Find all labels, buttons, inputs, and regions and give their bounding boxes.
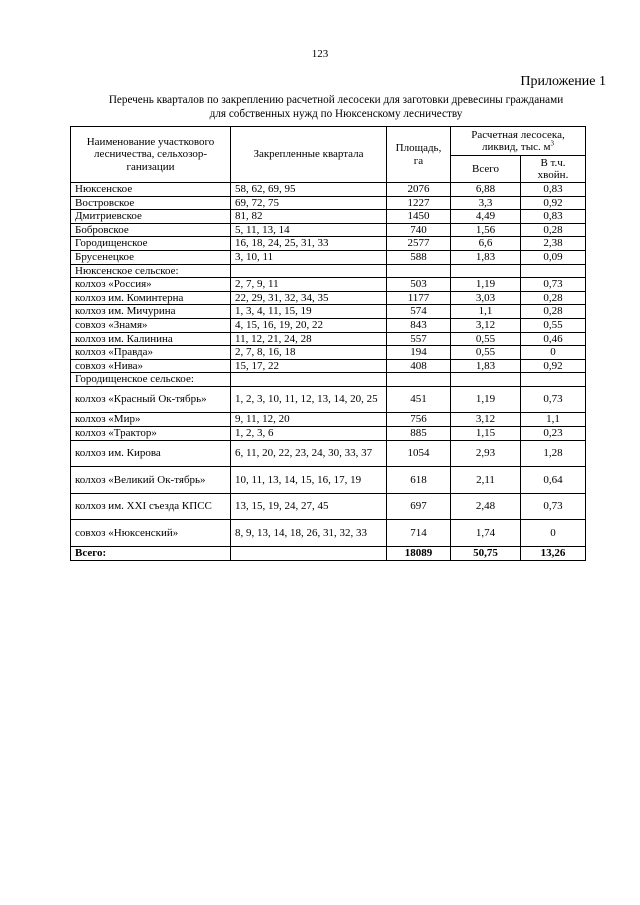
cell-conifer: 2,38 bbox=[521, 237, 586, 251]
cell-quarters bbox=[231, 373, 387, 387]
cell-quarters: 6, 11, 20, 22, 23, 24, 30, 33, 37 bbox=[231, 440, 387, 467]
cell-name: совхоз «Нива» bbox=[71, 359, 231, 373]
table-row bbox=[71, 520, 586, 547]
table-row bbox=[71, 318, 586, 332]
cell-conifer: 0,83 bbox=[521, 183, 586, 197]
cell-name: Городищенское сельское: bbox=[71, 373, 231, 387]
table-body bbox=[71, 183, 586, 561]
cell-quarters: 69, 72, 75 bbox=[231, 196, 387, 210]
table-row bbox=[71, 250, 586, 264]
cell-name: Нюксенское сельское: bbox=[71, 264, 231, 278]
cell-quarters: 15, 17, 22 bbox=[231, 359, 387, 373]
cell-total: 3,03 bbox=[451, 291, 521, 305]
cell-quarters: 1, 2, 3, 6 bbox=[231, 427, 387, 441]
header-cut-sup: 3 bbox=[550, 139, 554, 148]
cell-area: 2577 bbox=[387, 237, 451, 251]
cell-area: 843 bbox=[387, 318, 451, 332]
cell-quarters: 2, 7, 8, 16, 18 bbox=[231, 346, 387, 360]
cell-area: 194 bbox=[387, 346, 451, 360]
cell-total: 3,12 bbox=[451, 318, 521, 332]
cell-conifer: 0,73 bbox=[521, 386, 586, 413]
cell-name: колхоз «Великий Ок-тябрь» bbox=[71, 467, 231, 494]
cell-area: 503 bbox=[387, 278, 451, 292]
cell-conifer bbox=[521, 373, 586, 387]
totals-label: Всего: bbox=[71, 546, 231, 560]
cell-area: 408 bbox=[387, 359, 451, 373]
cell-quarters: 11, 12, 21, 24, 28 bbox=[231, 332, 387, 346]
table-row bbox=[71, 196, 586, 210]
cell-conifer: 0,64 bbox=[521, 467, 586, 494]
table-row bbox=[71, 359, 586, 373]
cell-quarters: 10, 11, 13, 14, 15, 16, 17, 19 bbox=[231, 467, 387, 494]
cell-conifer: 1,28 bbox=[521, 440, 586, 467]
table-row bbox=[71, 237, 586, 251]
cell-name: Городищенское bbox=[71, 237, 231, 251]
table-row bbox=[71, 264, 586, 278]
cell-conifer: 0,28 bbox=[521, 305, 586, 319]
cell-conifer: 0,23 bbox=[521, 427, 586, 441]
header-quarters: Закрепленные квартала bbox=[231, 127, 387, 183]
cell-total bbox=[451, 264, 521, 278]
cell-conifer: 0 bbox=[521, 346, 586, 360]
cell-name: колхоз «Россия» bbox=[71, 278, 231, 292]
cell-quarters: 1, 3, 4, 11, 15, 19 bbox=[231, 305, 387, 319]
cell-quarters bbox=[231, 264, 387, 278]
cell-conifer: 0,28 bbox=[521, 223, 586, 237]
cell-conifer: 0,55 bbox=[521, 318, 586, 332]
cell-name: колхоз им. Коминтерна bbox=[71, 291, 231, 305]
table-row bbox=[71, 386, 586, 413]
cell-total: 1,15 bbox=[451, 427, 521, 441]
cell-area: 557 bbox=[387, 332, 451, 346]
cell-area: 1227 bbox=[387, 196, 451, 210]
header-total: Всего bbox=[451, 156, 521, 183]
header-conifer: В т.ч. хвойн. bbox=[521, 156, 586, 183]
table-row bbox=[71, 291, 586, 305]
page-number: 123 bbox=[311, 48, 329, 60]
totals-conifer: 13,26 bbox=[521, 546, 586, 560]
cell-quarters: 58, 62, 69, 95 bbox=[231, 183, 387, 197]
cell-conifer bbox=[521, 264, 586, 278]
cell-quarters: 3, 10, 11 bbox=[231, 250, 387, 264]
cell-total: 0,55 bbox=[451, 346, 521, 360]
totals-total: 50,75 bbox=[451, 546, 521, 560]
table-row bbox=[71, 183, 586, 197]
cell-area: 885 bbox=[387, 427, 451, 441]
table-row bbox=[71, 373, 586, 387]
totals-empty bbox=[231, 546, 387, 560]
cell-name: совхоз «Знамя» bbox=[71, 318, 231, 332]
table-row bbox=[71, 467, 586, 494]
cell-quarters: 13, 15, 19, 24, 27, 45 bbox=[231, 493, 387, 520]
table-row bbox=[71, 440, 586, 467]
table-row bbox=[71, 210, 586, 224]
cell-total: 3,3 bbox=[451, 196, 521, 210]
cell-name: колхоз им. Кирова bbox=[71, 440, 231, 467]
table-row bbox=[71, 223, 586, 237]
totals-area: 18089 bbox=[387, 546, 451, 560]
cell-conifer: 0,92 bbox=[521, 359, 586, 373]
cell-total: 6,6 bbox=[451, 237, 521, 251]
quarters-table bbox=[70, 126, 586, 561]
cell-name: Брусенецкое bbox=[71, 250, 231, 264]
cell-name: Дмитриевское bbox=[71, 210, 231, 224]
cell-quarters: 8, 9, 13, 14, 18, 26, 31, 32, 33 bbox=[231, 520, 387, 547]
cell-name: Нюксенское bbox=[71, 183, 231, 197]
document-title bbox=[64, 93, 608, 121]
header-name: Наименование участкового лесничества, сельхозор-ганизации bbox=[71, 127, 231, 183]
appendix-label: Приложение 1 bbox=[520, 74, 606, 89]
cell-name: совхоз «Нюксенский» bbox=[71, 520, 231, 547]
cell-total: 2,48 bbox=[451, 493, 521, 520]
cell-total: 0,55 bbox=[451, 332, 521, 346]
cell-area: 756 bbox=[387, 413, 451, 427]
cell-name: колхоз «Красный Ок-тябрь» bbox=[71, 386, 231, 413]
cell-quarters: 1, 2, 3, 10, 11, 12, 13, 14, 20, 25 bbox=[231, 386, 387, 413]
cell-conifer: 0,28 bbox=[521, 291, 586, 305]
cell-total: 1,19 bbox=[451, 386, 521, 413]
cell-quarters: 16, 18, 24, 25, 31, 33 bbox=[231, 237, 387, 251]
table-row bbox=[71, 346, 586, 360]
cell-area: 588 bbox=[387, 250, 451, 264]
cell-name: колхоз «Мир» bbox=[71, 413, 231, 427]
cell-total: 1,74 bbox=[451, 520, 521, 547]
cell-area: 451 bbox=[387, 386, 451, 413]
cell-area: 1177 bbox=[387, 291, 451, 305]
table-row bbox=[71, 332, 586, 346]
cell-total: 4,49 bbox=[451, 210, 521, 224]
cell-total: 1,56 bbox=[451, 223, 521, 237]
title-line-2: для собственных нужд по Нюксенскому лесничеству bbox=[209, 108, 463, 120]
header-cut bbox=[451, 127, 586, 156]
cell-conifer: 0,73 bbox=[521, 278, 586, 292]
cell-name: колхоз им. XXI съезда КПСС bbox=[71, 493, 231, 520]
cell-conifer: 1,1 bbox=[521, 413, 586, 427]
cell-conifer: 0,73 bbox=[521, 493, 586, 520]
cell-quarters: 5, 11, 13, 14 bbox=[231, 223, 387, 237]
cell-name: колхоз «Трактор» bbox=[71, 427, 231, 441]
cell-conifer: 0,83 bbox=[521, 210, 586, 224]
cell-name: колхоз «Правда» bbox=[71, 346, 231, 360]
cell-area bbox=[387, 373, 451, 387]
cell-total: 1,19 bbox=[451, 278, 521, 292]
cell-total: 2,11 bbox=[451, 467, 521, 494]
cell-total: 3,12 bbox=[451, 413, 521, 427]
cell-conifer: 0,09 bbox=[521, 250, 586, 264]
title-line-1: Перечень кварталов по закреплению расчетной лесосеки для заготовки древесины гражданами bbox=[108, 94, 564, 106]
cell-total: 1,83 bbox=[451, 250, 521, 264]
cell-area: 740 bbox=[387, 223, 451, 237]
cell-conifer: 0 bbox=[521, 520, 586, 547]
cell-quarters: 81, 82 bbox=[231, 210, 387, 224]
table-row bbox=[71, 413, 586, 427]
table-row bbox=[71, 278, 586, 292]
cell-area: 618 bbox=[387, 467, 451, 494]
cell-quarters: 9, 11, 12, 20 bbox=[231, 413, 387, 427]
table-row bbox=[71, 493, 586, 520]
cell-conifer: 0,46 bbox=[521, 332, 586, 346]
table-row bbox=[71, 305, 586, 319]
cell-name: Бобровское bbox=[71, 223, 231, 237]
table-row bbox=[71, 427, 586, 441]
cell-quarters: 4, 15, 16, 19, 20, 22 bbox=[231, 318, 387, 332]
cell-area: 574 bbox=[387, 305, 451, 319]
header-area: Площадь, га bbox=[387, 127, 451, 183]
cell-area: 1054 bbox=[387, 440, 451, 467]
header-cut-text: Расчетная лесосека, ликвид, тыс. м bbox=[471, 128, 565, 153]
cell-total bbox=[451, 373, 521, 387]
cell-conifer: 0,92 bbox=[521, 196, 586, 210]
cell-total: 2,93 bbox=[451, 440, 521, 467]
cell-quarters: 22, 29, 31, 32, 34, 35 bbox=[231, 291, 387, 305]
cell-total: 1,1 bbox=[451, 305, 521, 319]
cell-area: 1450 bbox=[387, 210, 451, 224]
cell-area: 714 bbox=[387, 520, 451, 547]
cell-name: колхоз им. Мичурина bbox=[71, 305, 231, 319]
cell-total: 1,83 bbox=[451, 359, 521, 373]
cell-area bbox=[387, 264, 451, 278]
cell-area: 697 bbox=[387, 493, 451, 520]
cell-total: 6,88 bbox=[451, 183, 521, 197]
cell-name: Востровское bbox=[71, 196, 231, 210]
totals-row bbox=[71, 546, 586, 560]
cell-quarters: 2, 7, 9, 11 bbox=[231, 278, 387, 292]
cell-area: 2076 bbox=[387, 183, 451, 197]
cell-name: колхоз им. Калинина bbox=[71, 332, 231, 346]
